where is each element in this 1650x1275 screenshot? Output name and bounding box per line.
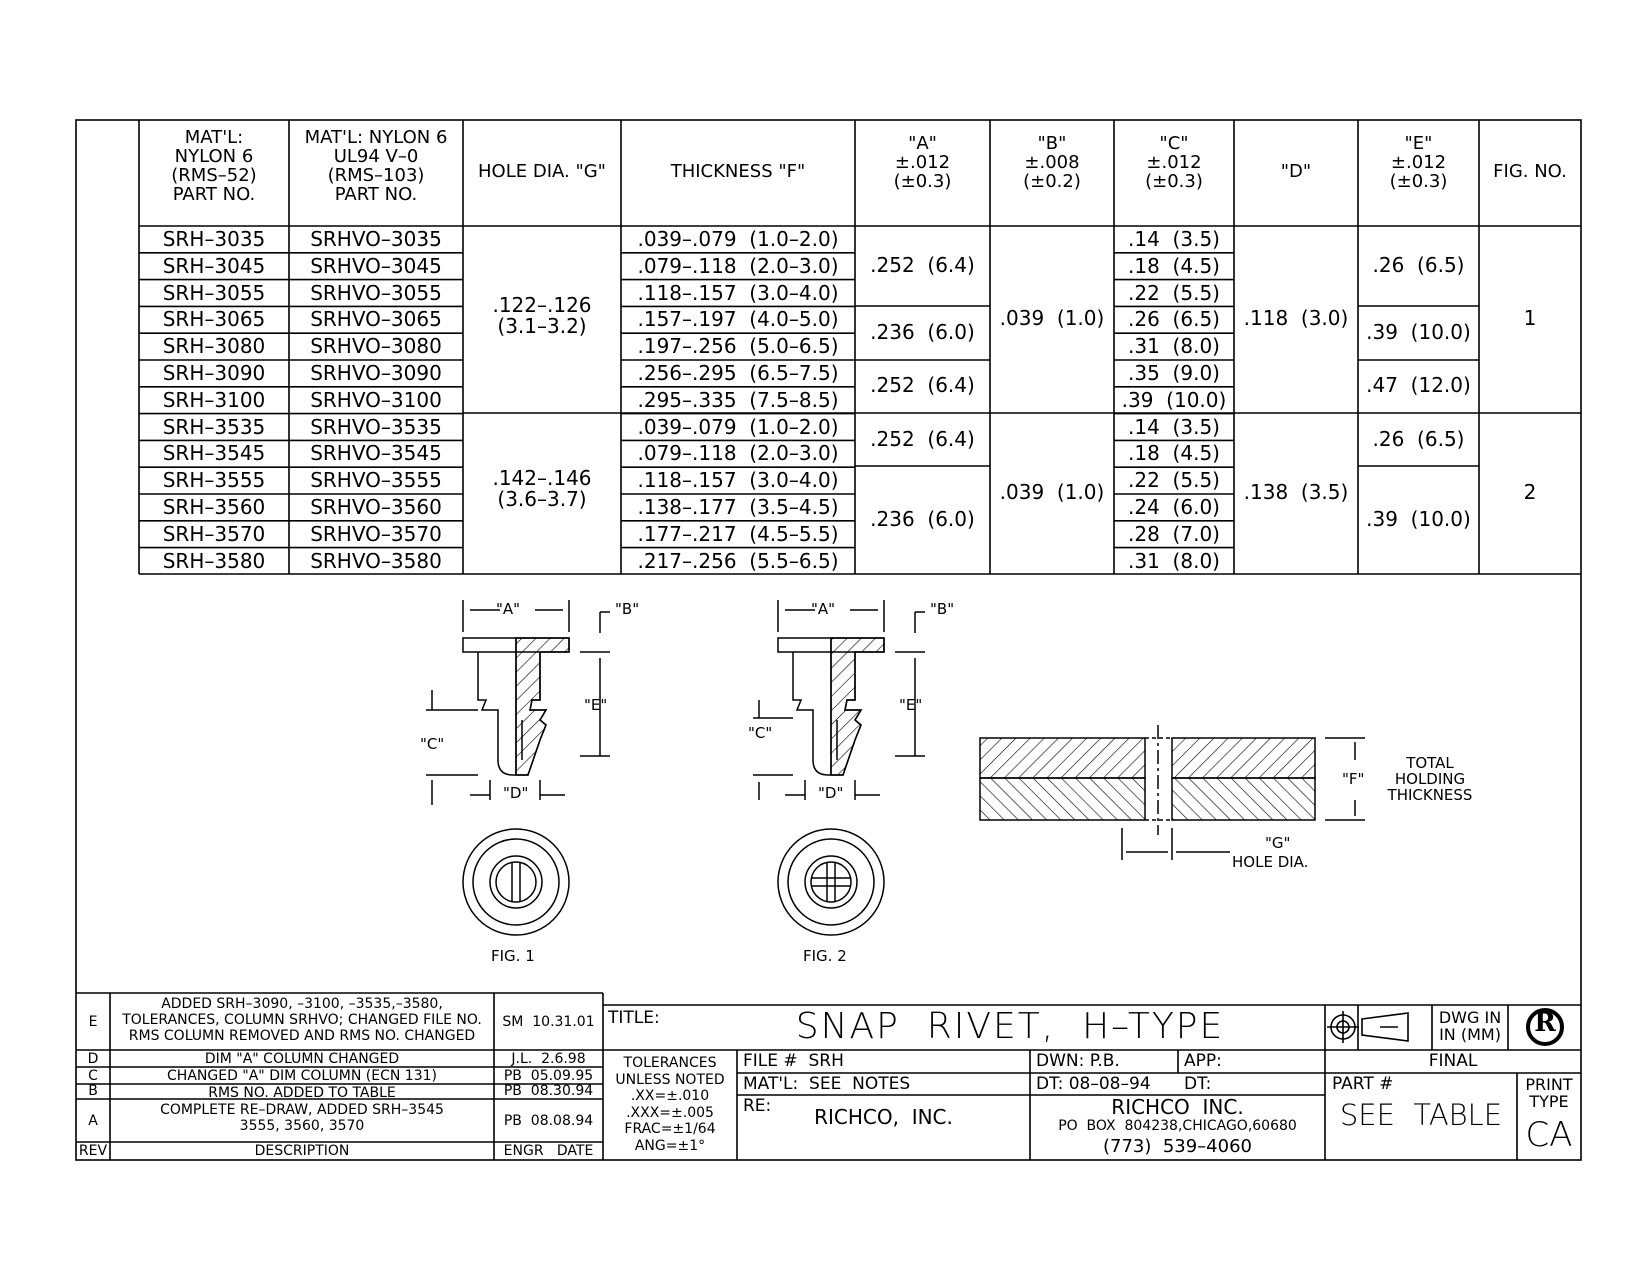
col-header-fig-no: FIG. NO. xyxy=(1493,161,1567,182)
thickness-cell: .197–.256 (5.0–6.5) xyxy=(637,334,839,359)
material: MAT'L: SEE NOTES xyxy=(743,1074,911,1094)
part-number-ul94: SRHVO–3545 xyxy=(310,441,442,466)
part-number-ul94: SRHVO–3055 xyxy=(310,280,442,305)
dim-a-cell: .236 (6.0) xyxy=(870,320,975,344)
revision-description: DIM "A" COLUMN CHANGED xyxy=(204,1051,400,1067)
revision-letter: E xyxy=(88,1014,98,1030)
part-number-ul94: SRHVO–3580 xyxy=(310,548,442,573)
part-label: PART # xyxy=(1332,1074,1394,1094)
fig2-label-a: "A" xyxy=(811,600,836,618)
part-number-ul94: SRHVO–3555 xyxy=(310,468,442,493)
dim-a-cell: .236 (6.0) xyxy=(870,507,975,531)
fig1-label-d: "D" xyxy=(503,784,529,802)
date: DT: 08–08–94 xyxy=(1036,1074,1151,1094)
fig1-label-c: "C" xyxy=(420,735,445,753)
fig2-label-e: "E" xyxy=(899,696,923,714)
part-number-nylon6: SRH–3535 xyxy=(162,414,266,439)
dim-c-cell: .28 (7.0) xyxy=(1128,521,1220,546)
fig2-caption: FIG. 2 xyxy=(803,947,847,965)
part-number-ul94: SRHVO–3535 xyxy=(310,414,442,439)
thickness-cell: .079–.118 (2.0–3.0) xyxy=(637,253,839,278)
revision-letter: A xyxy=(88,1113,98,1129)
thickness-cell: .079–.118 (2.0–3.0) xyxy=(637,441,839,466)
dim-c-cell: .18 (4.5) xyxy=(1128,253,1220,278)
tolerances-note: TOLERANCES UNLESS NOTED .XX=±.010 .XXX=±.005 FRAC=±1/64 ANG=±1° xyxy=(615,1055,725,1154)
dim-b-cell: .039 (1.0) xyxy=(999,480,1105,504)
revision-description: RMS NO. ADDED TO TABLE xyxy=(208,1085,396,1101)
thickness-cell: .256–.295 (6.5–7.5) xyxy=(637,361,839,385)
hole-dia-group2: .142–.146 (3.6–3.7) xyxy=(492,466,592,511)
dim-c-cell: .31 (8.0) xyxy=(1128,548,1220,573)
col-header-part-ul94: MAT'L: NYLON 6 UL94 V–0 (RMS–103) PART NO. xyxy=(304,127,448,205)
hole-dia-group1: .122–.126 (3.1–3.2) xyxy=(492,293,592,338)
revision-description: CHANGED "A" DIM COLUMN (ECN 131) xyxy=(167,1068,437,1084)
thickness-cell: .177–.217 (4.5–5.5) xyxy=(637,521,839,546)
company-name: RICHCO INC. xyxy=(1111,1095,1244,1119)
fig-no-cell: 2 xyxy=(1523,480,1537,504)
part-number-nylon6: SRH–3545 xyxy=(162,441,266,466)
approved-by: APP: xyxy=(1184,1051,1222,1071)
part-number-nylon6: SRH–3555 xyxy=(162,468,266,493)
col-header-e: "E" ±.012 (±0.3) xyxy=(1389,133,1448,192)
rev-footer-description: DESCRIPTION xyxy=(254,1143,350,1159)
part-number-nylon6: SRH–3100 xyxy=(162,387,266,412)
fig1-drawing xyxy=(426,600,610,935)
thickness-cell: .039–.079 (1.0–2.0) xyxy=(637,414,839,439)
fig1-caption: FIG. 1 xyxy=(491,947,535,965)
company-phone: (773) 539–4060 xyxy=(1102,1136,1252,1157)
col-header-thickness: THICKNESS "F" xyxy=(670,161,806,182)
thickness-cell: .118–.157 (3.0–4.0) xyxy=(637,468,839,493)
dim-c-cell: .14 (3.5) xyxy=(1128,227,1220,251)
total-holding-thickness-label: TOTAL HOLDING THICKNESS xyxy=(1387,754,1473,804)
thickness-cell: .295–.335 (7.5–8.5) xyxy=(637,387,839,412)
dim-c-cell: .14 (3.5) xyxy=(1128,414,1220,439)
part-number-ul94: SRHVO–3065 xyxy=(310,307,442,332)
col-header-b: "B" ±.008 (±0.2) xyxy=(1023,133,1081,192)
part-number-nylon6: SRH–3570 xyxy=(162,521,266,546)
print-type-label: PRINT TYPE xyxy=(1525,1075,1573,1111)
revision-engr-date: PB 05.09.95 xyxy=(503,1067,594,1084)
re-value: RICHCO, INC. xyxy=(814,1105,953,1129)
hole-dia-label: HOLE DIA. xyxy=(1232,853,1309,871)
dim-a-cell: .252 (6.4) xyxy=(870,253,975,277)
part-number-nylon6: SRH–3090 xyxy=(162,361,266,385)
col-header-part-nylon6: MAT'L: NYLON 6 (RMS–52) PART NO. xyxy=(171,127,257,205)
revision-description: ADDED SRH–3090, –3100, –3535,–3580, TOLERANCES, COLUMN SRHVO; CHANGED FILE NO. RMS COLUMN REMOVED AND RMS NO. CHANGED xyxy=(122,996,482,1045)
dim-c-cell: .24 (6.0) xyxy=(1128,495,1220,519)
fig2-label-b: "B" xyxy=(930,600,955,618)
fig-no-cell: 1 xyxy=(1523,306,1537,330)
part-number-ul94: SRHVO–3100 xyxy=(310,387,442,412)
revision-engr-date: PB 08.08.94 xyxy=(503,1113,594,1129)
dim-e-cell: .39 (10.0) xyxy=(1366,507,1471,531)
part-number-ul94: SRHVO–3045 xyxy=(310,253,442,278)
print-type-value: CA xyxy=(1525,1115,1573,1155)
col-header-d: "D" xyxy=(1280,161,1312,182)
part-number-nylon6: SRH–3065 xyxy=(162,307,266,332)
part-number-ul94: SRHVO–3090 xyxy=(310,361,442,385)
dim-e-cell: .47 (12.0) xyxy=(1366,373,1471,397)
dim-d-cell: .138 (3.5) xyxy=(1243,480,1349,504)
panel-label-g: "G" xyxy=(1265,834,1291,852)
fig2-label-c: "C" xyxy=(748,724,773,742)
part-number-nylon6: SRH–3080 xyxy=(162,334,266,359)
part-number-ul94: SRHVO–3035 xyxy=(310,227,442,251)
date-2: DT: xyxy=(1184,1074,1212,1094)
panel-label-f: "F" xyxy=(1342,770,1365,788)
dim-c-cell: .18 (4.5) xyxy=(1128,441,1220,466)
thickness-cell: .157–.197 (4.0–5.0) xyxy=(637,307,839,332)
rev-footer-engr-date: ENGR DATE xyxy=(503,1143,594,1159)
fig1-label-a: "A" xyxy=(496,600,521,618)
dim-c-cell: .31 (8.0) xyxy=(1128,334,1220,359)
dim-c-cell: .26 (6.5) xyxy=(1128,307,1220,332)
dim-e-cell: .39 (10.0) xyxy=(1366,320,1471,344)
thickness-cell: .138–.177 (3.5–4.5) xyxy=(637,495,839,519)
title-label: TITLE: xyxy=(608,1008,660,1028)
dim-c-cell: .35 (9.0) xyxy=(1128,361,1220,385)
re-label: RE: xyxy=(743,1096,772,1116)
fig1-label-b: "B" xyxy=(615,600,640,618)
fig2-drawing xyxy=(753,600,925,935)
dim-c-cell: .22 (5.5) xyxy=(1128,468,1220,493)
part-number-nylon6: SRH–3580 xyxy=(162,548,266,573)
company-address: PO BOX 804238,CHICAGO,60680 xyxy=(1058,1118,1297,1134)
dim-c-cell: .22 (5.5) xyxy=(1128,280,1220,305)
revision-letter: C xyxy=(88,1067,98,1084)
col-header-c: "C" ±.012 (±0.3) xyxy=(1145,133,1203,192)
fig1-label-e: "E" xyxy=(584,696,608,714)
revision-letter: D xyxy=(87,1050,99,1067)
drawing-title: SNAP RIVET, H–TYPE xyxy=(795,1006,1225,1047)
part-number-ul94: SRHVO–3560 xyxy=(310,495,442,519)
final-status: FINAL xyxy=(1428,1051,1478,1071)
revision-engr-date: SM 10.31.01 xyxy=(502,1014,595,1030)
rev-footer-rev: REV xyxy=(78,1143,108,1159)
fig2-label-d: "D" xyxy=(818,784,844,802)
revision-letter: B xyxy=(88,1083,98,1099)
dim-e-cell: .26 (6.5) xyxy=(1372,427,1465,451)
dim-a-cell: .252 (6.4) xyxy=(870,373,975,397)
part-number-ul94: SRHVO–3080 xyxy=(310,334,442,359)
part-number-ul94: SRHVO–3570 xyxy=(310,521,442,546)
part-number-nylon6: SRH–3055 xyxy=(162,280,266,305)
col-header-a: "A" ±.012 (±0.3) xyxy=(893,133,952,192)
dim-b-cell: .039 (1.0) xyxy=(999,306,1105,330)
richco-logo: R xyxy=(1534,1008,1556,1038)
thickness-cell: .217–.256 (5.5–6.5) xyxy=(637,548,839,573)
file-number: FILE # SRH xyxy=(743,1051,844,1071)
part-number-nylon6: SRH–3045 xyxy=(162,253,266,278)
dwg-units: DWG IN IN (MM) xyxy=(1438,1008,1502,1044)
part-number-nylon6: SRH–3560 xyxy=(162,495,266,519)
dim-e-cell: .26 (6.5) xyxy=(1372,253,1465,277)
dim-a-cell: .252 (6.4) xyxy=(870,427,975,451)
thickness-cell: .039–.079 (1.0–2.0) xyxy=(637,227,839,251)
thickness-cell: .118–.157 (3.0–4.0) xyxy=(637,280,839,305)
revision-engr-date: J.L. 2.6.98 xyxy=(511,1050,586,1067)
dim-d-cell: .118 (3.0) xyxy=(1243,306,1349,330)
dim-c-cell: .39 (10.0) xyxy=(1121,387,1227,412)
part-number-nylon6: SRH–3035 xyxy=(162,227,266,251)
revision-description: COMPLETE RE–DRAW, ADDED SRH–3545 3555, 3560, 3570 xyxy=(160,1102,444,1135)
panel-section-drawing xyxy=(980,725,1365,860)
revision-engr-date: PB 08.30.94 xyxy=(503,1083,594,1099)
col-header-hole-dia: HOLE DIA. "G" xyxy=(478,161,606,182)
part-value: SEE TABLE xyxy=(1339,1098,1503,1132)
drawn-by: DWN: P.B. xyxy=(1036,1051,1120,1071)
